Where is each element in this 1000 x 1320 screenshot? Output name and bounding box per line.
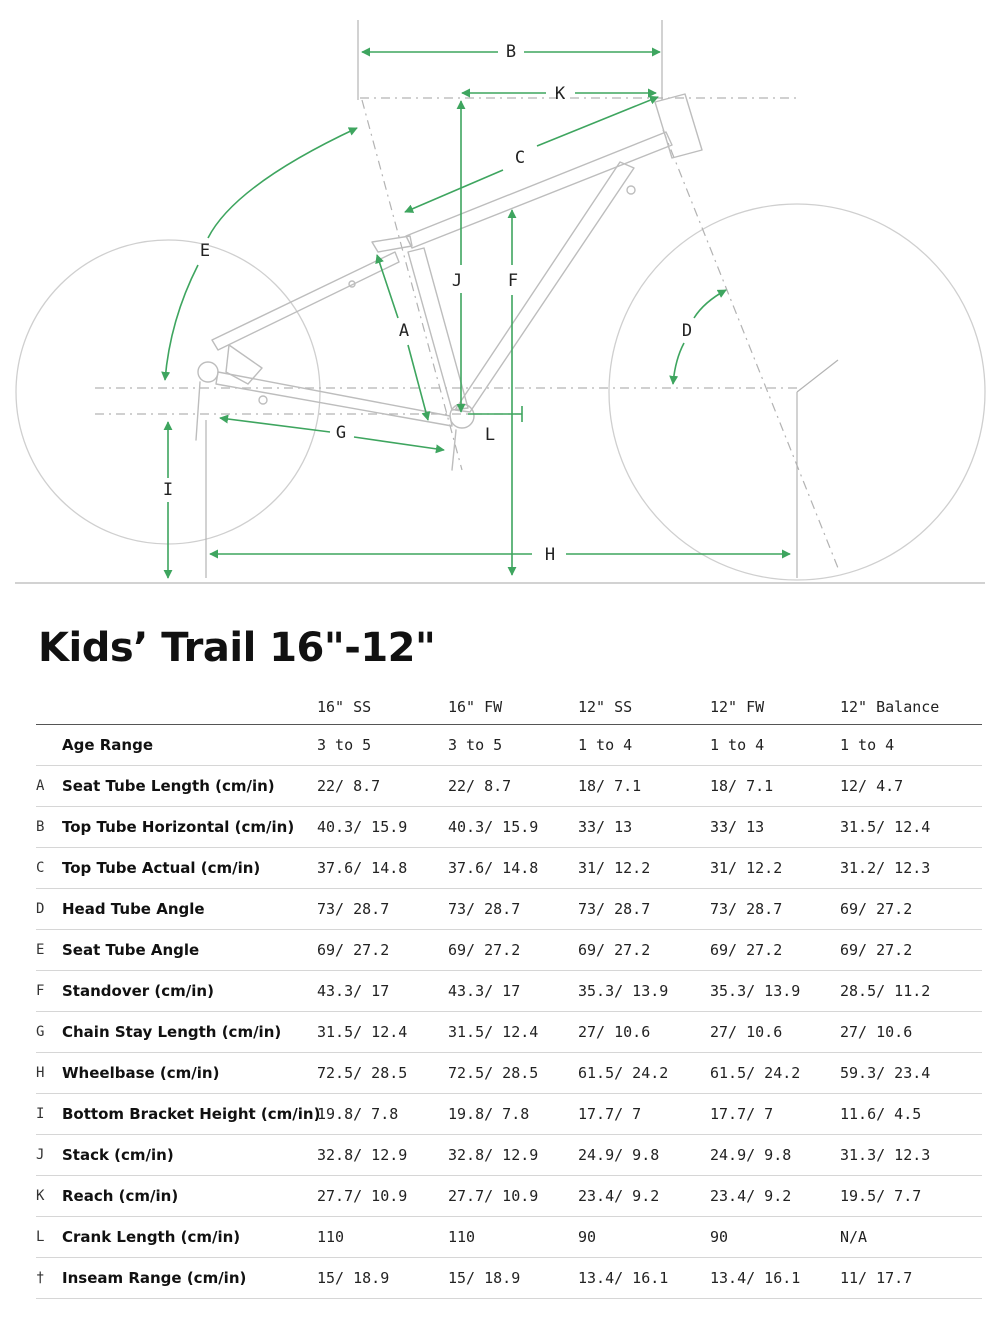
table-cell: 13.4/ 16.1 (710, 1258, 840, 1299)
table-cell: 19.8/ 7.8 (317, 1094, 448, 1135)
table-cell: 35.3/ 13.9 (710, 971, 840, 1012)
table-cell: 3 to 5 (317, 725, 448, 766)
table-cell: 22/ 8.7 (448, 766, 578, 807)
table-cell: 15/ 18.9 (448, 1258, 578, 1299)
table-cell: 40.3/ 15.9 (448, 807, 578, 848)
table-cell: N/A (840, 1217, 982, 1258)
table-cell: 23.4/ 9.2 (578, 1176, 710, 1217)
row-label: Age Range (62, 725, 317, 766)
table-cell: 17.7/ 7 (710, 1094, 840, 1135)
table-cell: 90 (578, 1217, 710, 1258)
row-label: Chain Stay Length (cm/in) (62, 1012, 317, 1053)
table-cell: 73/ 28.7 (710, 889, 840, 930)
geometry-table (36, 690, 982, 1299)
table-cell: 72.5/ 28.5 (448, 1053, 578, 1094)
row-letter (36, 725, 62, 766)
row-letter: H (36, 1053, 62, 1094)
table-cell: 31.3/ 12.3 (840, 1135, 982, 1176)
table-cell: 27.7/ 10.9 (448, 1176, 578, 1217)
table-cell: 18/ 7.1 (578, 766, 710, 807)
row-label: Seat Tube Angle (62, 930, 317, 971)
label-i: I (162, 480, 174, 500)
table-cell: 24.9/ 9.8 (578, 1135, 710, 1176)
table-cell: 13.4/ 16.1 (578, 1258, 710, 1299)
table-cell: 31.5/ 12.4 (317, 1012, 448, 1053)
row-letter: L (36, 1217, 62, 1258)
table-row (36, 807, 982, 848)
row-letter: C (36, 848, 62, 889)
label-j: J (451, 271, 463, 291)
column-header: 16" FW (448, 690, 578, 725)
table-row (36, 1053, 982, 1094)
table-cell: 33/ 13 (710, 807, 840, 848)
table-cell: 19.8/ 7.8 (448, 1094, 578, 1135)
table-cell: 27/ 10.6 (840, 1012, 982, 1053)
column-header: 12" Balance (840, 690, 982, 725)
row-letter: A (36, 766, 62, 807)
label-c: C (514, 148, 526, 168)
label-d: D (681, 321, 693, 341)
page-title: Kids’ Trail 16"-12" (38, 625, 436, 671)
row-label: Bottom Bracket Height (cm/in) (62, 1094, 317, 1135)
row-letter: K (36, 1176, 62, 1217)
table-cell: 27.7/ 10.9 (317, 1176, 448, 1217)
table-cell: 40.3/ 15.9 (317, 807, 448, 848)
table-cell: 18/ 7.1 (710, 766, 840, 807)
table-row (36, 1135, 982, 1176)
row-letter: F (36, 971, 62, 1012)
row-letter: J (36, 1135, 62, 1176)
row-letter: E (36, 930, 62, 971)
geometry-table-body (36, 725, 982, 1299)
table-cell: 59.3/ 23.4 (840, 1053, 982, 1094)
table-cell: 35.3/ 13.9 (578, 971, 710, 1012)
row-label: Top Tube Horizontal (cm/in) (62, 807, 317, 848)
table-cell: 110 (448, 1217, 578, 1258)
table-cell: 11.6/ 4.5 (840, 1094, 982, 1135)
row-label: Stack (cm/in) (62, 1135, 317, 1176)
arrow-d (694, 290, 726, 318)
table-cell: 31.5/ 12.4 (448, 1012, 578, 1053)
table-cell: 90 (710, 1217, 840, 1258)
table-cell: 73/ 28.7 (448, 889, 578, 930)
dimension-labels (163, 42, 692, 565)
row-label: Wheelbase (cm/in) (62, 1053, 317, 1094)
table-row (36, 1176, 982, 1217)
table-cell: 1 to 4 (710, 725, 840, 766)
table-cell: 1 to 4 (578, 725, 710, 766)
label-k: K (554, 84, 566, 104)
table-cell: 31/ 12.2 (578, 848, 710, 889)
table-cell: 32.8/ 12.9 (448, 1135, 578, 1176)
row-label: Seat Tube Length (cm/in) (62, 766, 317, 807)
column-header: 16" SS (317, 690, 448, 725)
bike-geometry-diagram (0, 0, 1000, 600)
table-row (36, 1094, 982, 1135)
table-cell: 61.5/ 24.2 (578, 1053, 710, 1094)
table-cell: 28.5/ 11.2 (840, 971, 982, 1012)
table-cell: 69/ 27.2 (840, 930, 982, 971)
row-label: Standover (cm/in) (62, 971, 317, 1012)
table-cell: 15/ 18.9 (317, 1258, 448, 1299)
table-cell: 19.5/ 7.7 (840, 1176, 982, 1217)
table-row (36, 1258, 982, 1299)
geometry-table-header (36, 690, 982, 725)
table-row (36, 971, 982, 1012)
label-h: H (544, 545, 556, 565)
table-cell: 31.5/ 12.4 (840, 807, 982, 848)
table-cell: 31.2/ 12.3 (840, 848, 982, 889)
label-l: L (484, 425, 496, 445)
label-e: E (199, 241, 211, 261)
arrow-e (208, 128, 357, 238)
table-cell: 69/ 27.2 (840, 889, 982, 930)
row-label: Inseam Range (cm/in) (62, 1258, 317, 1299)
table-row (36, 1012, 982, 1053)
row-letter: I (36, 1094, 62, 1135)
table-cell: 33/ 13 (578, 807, 710, 848)
table-cell: 37.6/ 14.8 (317, 848, 448, 889)
table-cell: 73/ 28.7 (578, 889, 710, 930)
table-row (36, 725, 982, 766)
table-row (36, 889, 982, 930)
table-row (36, 848, 982, 889)
table-row (36, 1217, 982, 1258)
table-cell: 12/ 4.7 (840, 766, 982, 807)
table-row (36, 766, 982, 807)
table-cell: 1 to 4 (840, 725, 982, 766)
table-cell: 3 to 5 (448, 725, 578, 766)
table-cell: 22/ 8.7 (317, 766, 448, 807)
table-row (36, 930, 982, 971)
row-letter: B (36, 807, 62, 848)
label-b: B (505, 42, 517, 62)
arrow-c (405, 170, 503, 212)
table-cell: 17.7/ 7 (578, 1094, 710, 1135)
label-a: A (398, 321, 410, 341)
label-f: F (507, 271, 519, 291)
row-label: Top Tube Actual (cm/in) (62, 848, 317, 889)
reference-lines (206, 20, 838, 578)
arrow-g (220, 418, 330, 432)
row-label: Reach (cm/in) (62, 1176, 317, 1217)
column-header: 12" SS (578, 690, 710, 725)
table-cell: 110 (317, 1217, 448, 1258)
row-letter: D (36, 889, 62, 930)
table-cell: 11/ 17.7 (840, 1258, 982, 1299)
row-label: Head Tube Angle (62, 889, 317, 930)
row-letter: G (36, 1012, 62, 1053)
table-cell: 24.9/ 9.8 (710, 1135, 840, 1176)
row-label: Crank Length (cm/in) (62, 1217, 317, 1258)
table-cell: 31/ 12.2 (710, 848, 840, 889)
table-cell: 37.6/ 14.8 (448, 848, 578, 889)
table-cell: 69/ 27.2 (710, 930, 840, 971)
table-cell: 43.3/ 17 (317, 971, 448, 1012)
column-header: 12" FW (710, 690, 840, 725)
table-cell: 23.4/ 9.2 (710, 1176, 840, 1217)
table-cell: 61.5/ 24.2 (710, 1053, 840, 1094)
row-letter: † (36, 1258, 62, 1299)
table-cell: 69/ 27.2 (578, 930, 710, 971)
label-g: G (335, 423, 347, 443)
table-cell: 43.3/ 17 (448, 971, 578, 1012)
table-cell: 72.5/ 28.5 (317, 1053, 448, 1094)
table-cell: 27/ 10.6 (578, 1012, 710, 1053)
table-cell: 69/ 27.2 (317, 930, 448, 971)
table-cell: 69/ 27.2 (448, 930, 578, 971)
table-cell: 32.8/ 12.9 (317, 1135, 448, 1176)
table-cell: 27/ 10.6 (710, 1012, 840, 1053)
table-cell: 73/ 28.7 (317, 889, 448, 930)
